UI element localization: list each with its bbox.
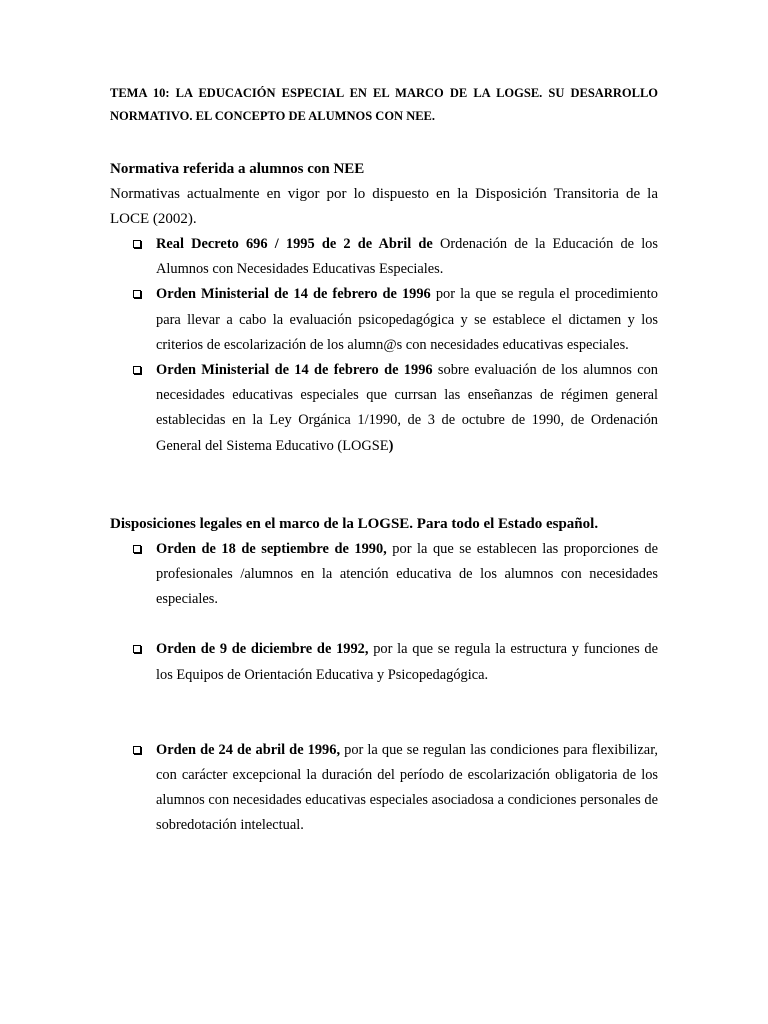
- square-bullet-icon: [133, 746, 141, 754]
- item-body-text: sobre evaluación de los alumnos con necesidades educativas especiales que currsan las enseñanzas de régimen general establecidas en la Ley Orgánica 1/1990, de 3 de octubre de 1990, de Ordenación General del Sistema Educativo (LOGSE: [156, 362, 658, 454]
- section-heading-nee: Normativa referida a alumnos con NEE: [110, 161, 365, 177]
- section-intro-paragraph: Normativas actualmente en vigor por lo dispuesto en la Disposición Transitoria de la LOCE (2002).: [110, 186, 658, 227]
- logse-disposiciones-list: [110, 537, 658, 613]
- list-item: [156, 282, 658, 358]
- item-lead-text: Orden Ministerial de 14 de febrero de 1996: [156, 286, 431, 303]
- list-item: [156, 232, 658, 282]
- item-body-text: por la que se establecen las proporciones de profesionales /alumnos en la atención educativa de los alumnos con necesidades especiales.: [156, 540, 658, 608]
- square-bullet-icon: [133, 366, 141, 374]
- item-lead-text: Orden de 9 de diciembre de 1992,: [156, 641, 369, 658]
- section-heading-logse: Disposiciones legales en el marco de la LOGSE. Para todo el Estado español.: [110, 515, 599, 532]
- item-lead-text: Real Decreto 696 / 1995 de 2 de Abril de: [156, 236, 433, 252]
- item-body-text: por la que se regula el procedimiento para llevar a cabo la evaluación psicopedagógica y se establece el dictamen y los criterios de escolarización de los alumn@s con necesidades educativas especiales.: [156, 286, 659, 353]
- square-bullet-icon: [133, 545, 141, 553]
- spacer: [110, 612, 658, 637]
- item-lead-text: Orden Ministerial de 14 de febrero de 1996: [156, 362, 433, 379]
- document-page: [110, 82, 658, 839]
- square-bullet-icon: [133, 290, 141, 298]
- logse-disposiciones-list: [110, 637, 658, 687]
- list-item: [156, 537, 658, 613]
- nee-normativa-list: [110, 232, 658, 459]
- square-bullet-icon: [133, 240, 141, 248]
- list-item: [156, 738, 658, 839]
- spacer: [110, 688, 658, 738]
- spacer: [110, 128, 658, 157]
- item-body-text: Ordenación de la Educación de los Alumnos con Necesidades Educativas Especiales.: [156, 236, 658, 278]
- square-bullet-icon: [133, 645, 141, 653]
- list-item: [156, 358, 658, 459]
- logse-disposiciones-list: [110, 738, 658, 839]
- spacer: [110, 459, 658, 512]
- item-lead-text: Orden de 24 de abril de 1996,: [156, 741, 341, 758]
- item-closing-paren: ): [388, 437, 394, 454]
- item-body-text: por la que se regula la estructura y funciones de los Equipos de Orientación Educativa y Psicopedagógica.: [156, 641, 658, 683]
- list-item: [156, 637, 658, 687]
- item-lead-text: Orden de 18 de septiembre de 1990,: [156, 540, 387, 557]
- document-title: TEMA 10: LA EDUCACIÓN ESPECIAL EN EL MARCO DE LA LOGSE. SU DESARROLLO NORMATIVO. EL CONCEPTO DE ALUMNOS CON NEE.: [110, 86, 658, 123]
- item-body-text: por la que se regulan las condiciones para flexibilizar, con carácter excepcional la duración del período de escolarización obligatoria de los alumnos con necesidades educativas especiales asociadosa a condiciones personales de sobredotación intelectual.: [156, 741, 659, 834]
